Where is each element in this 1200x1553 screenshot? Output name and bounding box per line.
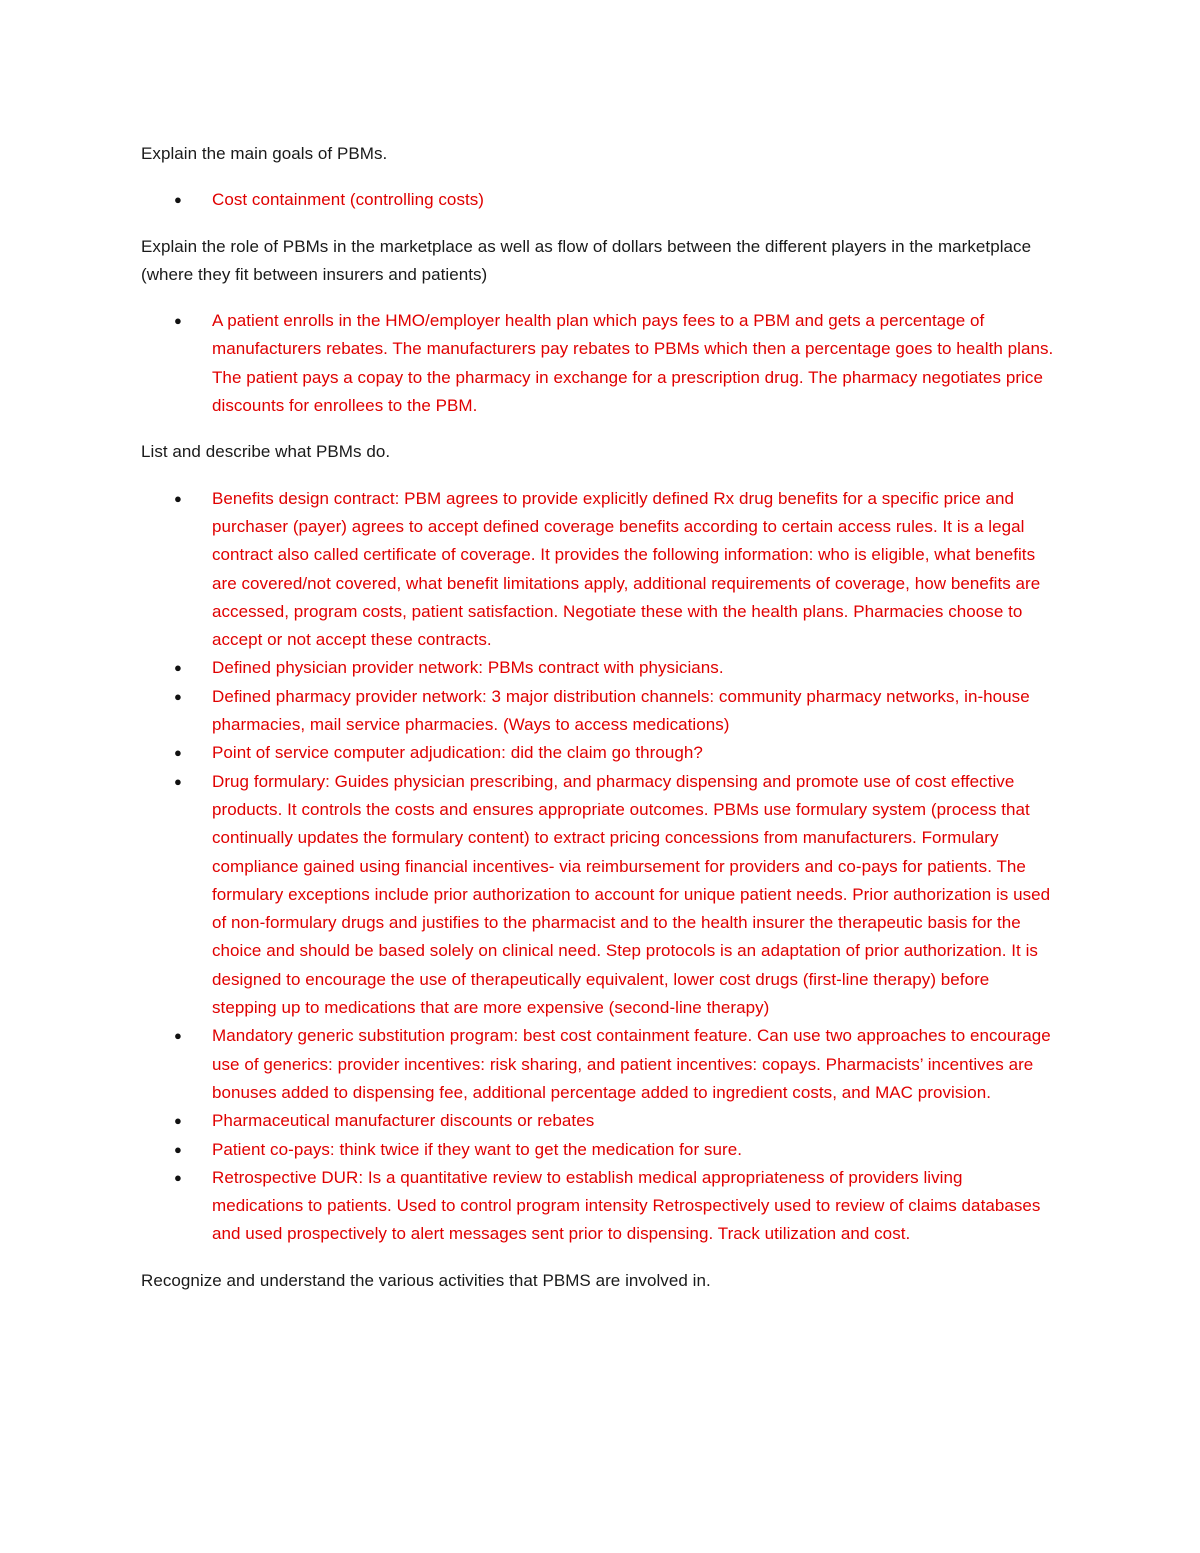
answer-text: Drug formulary: Guides physician prescribing, and pharmacy dispensing and promote use of cost effective products. It controls the costs and ensures appropriate outcomes. PBMs use formulary system (process that continually updates the formulary content) to extract pricing concessions from manufacturers. Formulary compliance gained using financial incentives- via reimbursement for providers and co-pays for patients. The formulary exceptions include prior authorization to account for unique patient needs. Prior authorization is used of non-formulary drugs and justifies to the pharmacist and to the health insurer the therapeutic basis for the choice and should be based solely on clinical need. Step protocols is an adaptation of prior authorization. It is designed to encourage the use of therapeutically equivalent, lower cost drugs (first-line therapy) before stepping up to medications that are more expensive (second-line therapy) <box>212 771 1051 1018</box>
bullet-icon: ● <box>174 660 182 676</box>
bullet-icon: ● <box>174 745 182 761</box>
bullet-icon: ● <box>174 1169 182 1185</box>
answer-item <box>174 768 1056 1023</box>
answer-item <box>174 739 1056 767</box>
answer-item <box>174 683 1056 740</box>
answer-item <box>174 1136 1056 1164</box>
answer-item <box>174 307 1056 420</box>
answer-text: Benefits design contract: PBM agrees to provide explicitly defined Rx drug benefits for a specific price and purchaser (payer) agrees to accept defined coverage benefits according to certain access rules. It is a legal contract also called certificate of coverage. It provides the following information: who is eligible, what benefits are covered/not covered, what benefit limitations apply, additional requirements of coverage, how benefits are accessed, program costs, patient satisfaction. Negotiate these with the health plans. Pharmacies choose to accept or not accept these contracts. <box>212 488 1041 650</box>
bullet-icon: ● <box>174 313 182 329</box>
answer-item <box>174 186 1056 214</box>
answer-list-3 <box>141 485 1056 1249</box>
answer-item <box>174 1022 1056 1107</box>
question-4: Recognize and understand the various activities that PBMS are involved in. <box>141 1270 711 1290</box>
answer-list-1 <box>141 186 1056 214</box>
bullet-icon: ● <box>174 688 182 704</box>
answer-item <box>174 485 1056 655</box>
question-1: Explain the main goals of PBMs. <box>141 144 388 163</box>
answer-text: Mandatory generic substitution program: best cost containment feature. Can use two approaches to encourage use of generics: provider incentives: risk sharing, and patient incentives: copays. Pharmacists’ incentives are bonuses added to dispensing fee, additional percentage added to ingredient costs, and MAC provision. <box>212 1026 1051 1102</box>
answer-text: Cost containment (controlling costs) <box>212 190 485 210</box>
question-3: List and describe what PBMs do. <box>141 442 391 462</box>
answer-item <box>174 654 1056 682</box>
question-2: Explain the role of PBMs in the marketplace as well as flow of dollars between the different players in the marketplace (where they fit between insurers and patients) <box>141 236 1032 284</box>
bullet-icon: ● <box>174 1028 182 1044</box>
bullet-icon: ● <box>174 1141 182 1157</box>
answer-text: Retrospective DUR: Is a quantitative review to establish medical appropriateness of providers living medications to patients. Used to control program intensity Retrospectively used to review of claims databases and used prospectively to alert messages sent prior to dispensing. Track utilization and cost. <box>212 1167 1041 1244</box>
answer-text: Pharmaceutical manufacturer discounts or rebates <box>212 1111 595 1131</box>
answer-text: Patient co-pays: think twice if they want to get the medication for sure. <box>212 1139 742 1159</box>
answer-text: Point of service computer adjudication: did the claim go through? <box>212 743 703 763</box>
bullet-icon: ● <box>174 192 182 208</box>
document-page <box>141 140 1056 1313</box>
answer-text: A patient enrolls in the HMO/employer health plan which pays fees to a PBM and gets a percentage of manufacturers rebates. The manufacturers pay rebates to PBMs which then a percentage goes to health plans. The patient pays a copay to the pharmacy in exchange for a prescription drug. The pharmacy negotiates price discounts for enrollees to the PBM. <box>212 311 1054 416</box>
bullet-icon: ● <box>174 1113 182 1129</box>
answer-item <box>174 1164 1056 1249</box>
bullet-icon: ● <box>174 773 182 789</box>
answer-text: Defined pharmacy provider network: 3 major distribution channels: community pharmacy networks, in-house pharmacies, mail service pharmacies. (Ways to access medications) <box>212 686 1030 735</box>
answer-text: Defined physician provider network: PBMs contract with physicians. <box>212 658 724 678</box>
answer-list-2 <box>141 307 1056 420</box>
answer-item <box>174 1107 1056 1135</box>
bullet-icon: ● <box>174 490 182 506</box>
